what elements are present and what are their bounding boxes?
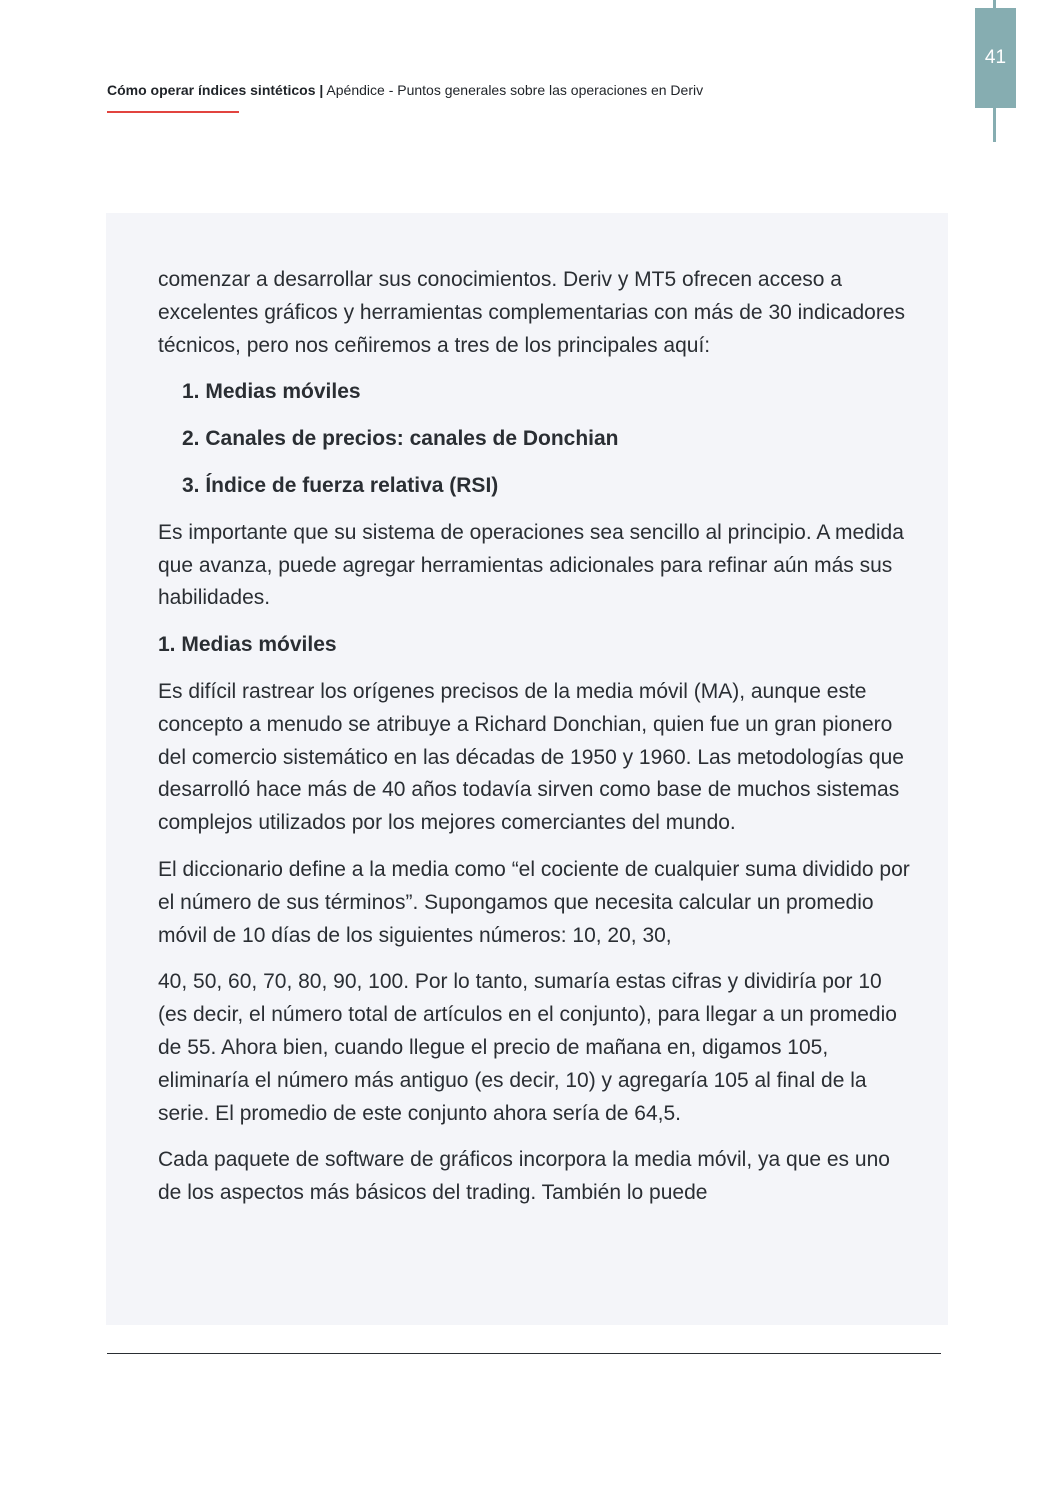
- list-item: 2. Canales de precios: canales de Donchian: [182, 427, 619, 451]
- list-item: 1. Medias móviles: [182, 380, 361, 404]
- header-book-title: Cómo operar índices sintéticos |: [107, 82, 324, 98]
- paragraph-origins: Es difícil rastrear los orígenes precisos de la media móvil (MA), aunque este concepto a menudo se atribuye a Richard Donchian, quien fue un gran pionero del comercio sistemático en las décadas de 1950 y 1960. Las metodologías que desarrolló hace más de 40 años todavía sirven como base de muchos sistemas complejos utilizados por los mejores comerciantes del mundo.: [158, 679, 904, 835]
- body-text: [158, 264, 910, 1224]
- header-underline: [107, 111, 239, 113]
- paragraph-intro: comenzar a desarrollar sus conocimientos. Deriv y MT5 ofrecen acceso a excelentes gráficos y herramientas complementarias con más de 30 indicadores técnicos, pero nos ceñiremos a tres de los principales aquí:: [158, 268, 906, 357]
- page-number-tab: [975, 8, 1016, 108]
- indicator-list: [158, 376, 910, 502]
- section-heading: 1. Medias móviles: [158, 633, 337, 657]
- footer-rule: [107, 1353, 941, 1354]
- paragraph-software: Cada paquete de software de gráficos incorpora la media móvil, ya que es uno de los aspectos más básicos del trading. También lo puede: [158, 1148, 890, 1205]
- paragraph-definition: El diccionario define a la media como “el cociente de cualquier suma dividido por el número de sus términos”. Supongamos que necesita calcular un promedio móvil de 10 días de los siguientes números: 10, 20, 30,: [158, 857, 910, 947]
- paragraph-simple-system: Es importante que su sistema de operaciones sea sencillo al principio. A medida que avanza, puede agregar herramientas adicionales para refinar aún más sus habilidades.: [158, 520, 904, 610]
- header-chapter-title: Apéndice - Puntos generales sobre las operaciones en Deriv: [323, 82, 704, 98]
- list-item: 3. Índice de fuerza relativa (RSI): [182, 473, 499, 497]
- running-header: [107, 82, 703, 98]
- page-number: 41: [984, 47, 1007, 68]
- paragraph-example: 40, 50, 60, 70, 80, 90, 100. Por lo tanto, sumaría estas cifras y dividiría por 10 (es decir, el número total de artículos en el conjunto), para llegar a un promedio de 55. Ahora bien, cuando llegue el precio de mañana en, digamos 105, eliminaría el número más antiguo (es decir, 10) y agregaría 105 al final de la serie. El promedio de este conjunto ahora sería de 64,5.: [158, 970, 897, 1125]
